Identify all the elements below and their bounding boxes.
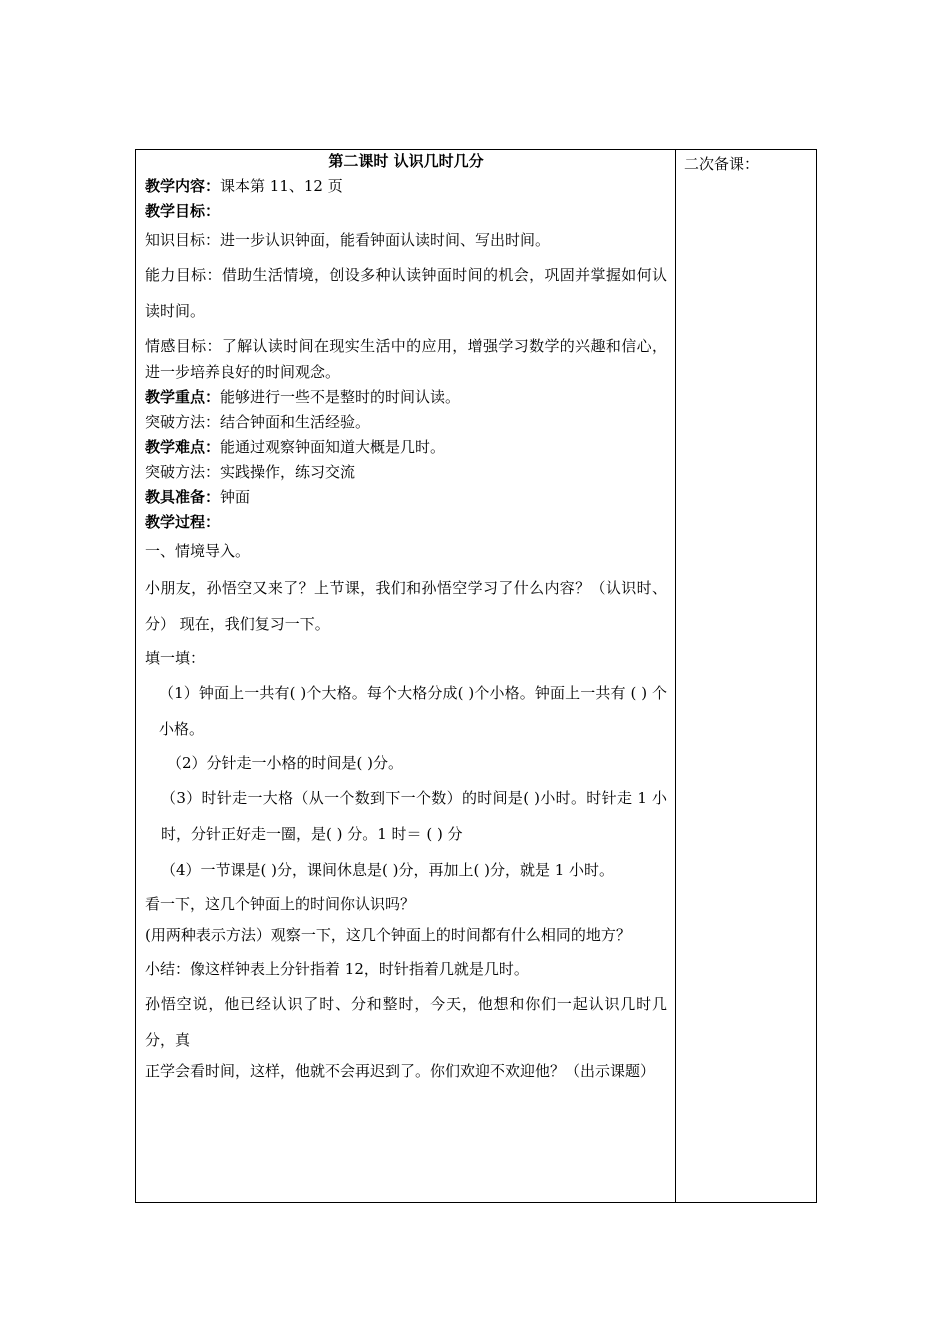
teaching-tools <box>145 485 667 510</box>
difficulty-label: 教学难点： <box>145 438 221 456</box>
main-column <box>136 150 676 1203</box>
observe-question: (用两种表示方法）观察一下，这几个钟面上的时间都有什么相同的地方？ <box>145 926 631 944</box>
knowledge-objective: 知识目标：进一步认识钟面，能看钟面认读时间、写出时间。 <box>145 231 551 249</box>
secondary-prep-column <box>676 150 817 1203</box>
question-1: （1）钟面上一共有( )个大格。每个大格分成( )个小格。钟面上一共有 ( ) 个小格。 <box>159 684 667 738</box>
question-2: （2）分针走一小格的时间是( )分。 <box>167 754 404 772</box>
question-3: （3）时针走一大格（从一个数到下一个数）的时间是( )小时。时针走 1 小时，分针正好走一圈，是( ) 分。1 时＝ ( ) 分 <box>161 789 667 843</box>
teaching-content-text: 课本第 11、12 页 <box>220 177 343 195</box>
difficulty-method: 突破方法：实践操作，练习交流 <box>145 463 356 481</box>
difficulty-text: 能通过观察钟面知道大概是几时。 <box>220 438 446 456</box>
key-point-text: 能够进行一些不是整时的时间认读。 <box>220 388 461 406</box>
teaching-tools-label: 教具准备： <box>145 488 221 506</box>
secondary-prep-label: 二次备课： <box>684 155 760 173</box>
look-question: 看一下，这几个钟面上的时间你认识吗？ <box>145 895 416 913</box>
emotion-objective: 情感目标：了解认读时间在现实生活中的应用，增强学习数学的兴趣和信心，进一步培养良好的时间观念。 <box>145 337 667 381</box>
key-point-method: 突破方法：结合钟面和生活经验。 <box>145 413 371 431</box>
teaching-objectives-label: 教学目标： <box>145 202 221 220</box>
teaching-content <box>145 174 667 199</box>
ability-objective: 能力目标：借助生活情境，创设多种认读钟面时间的机会，巩固并掌握如何认读时间。 <box>145 266 667 320</box>
intro-paragraph: 小朋友，孙悟空又来了？上节课，我们和孙悟空学习了什么内容？（认识时、分） 现在，我们复习一下。 <box>145 579 667 633</box>
lesson-plan-table <box>135 149 817 1203</box>
key-point <box>145 385 667 410</box>
fill-in-label: 填一填： <box>145 649 206 667</box>
difficulty <box>145 435 667 460</box>
teaching-process-label: 教学过程： <box>145 513 221 531</box>
question-4: （4）一节课是( )分，课间休息是( )分，再加上( )分，就是 1 小时。 <box>161 861 615 879</box>
wukong-paragraph: 孙悟空说，他已经认识了时、分和整时，今天，他想和你们一起认识几时几分，真 <box>145 995 667 1049</box>
lesson-title: 第二课时 认识几时几分 <box>328 152 484 170</box>
section-intro-heading: 一、情境导入。 <box>145 542 251 560</box>
key-point-label: 教学重点： <box>145 388 221 406</box>
summary: 小结：像这样钟表上分针指着 12，时针指着几就是几时。 <box>145 960 529 978</box>
teaching-content-label: 教学内容： <box>145 177 221 195</box>
teaching-tools-text: 钟面 <box>220 488 251 506</box>
wukong-paragraph-continued: 正学会看时间，这样，他就不会再迟到了。你们欢迎不欢迎他？（出示课题） <box>145 1062 656 1080</box>
